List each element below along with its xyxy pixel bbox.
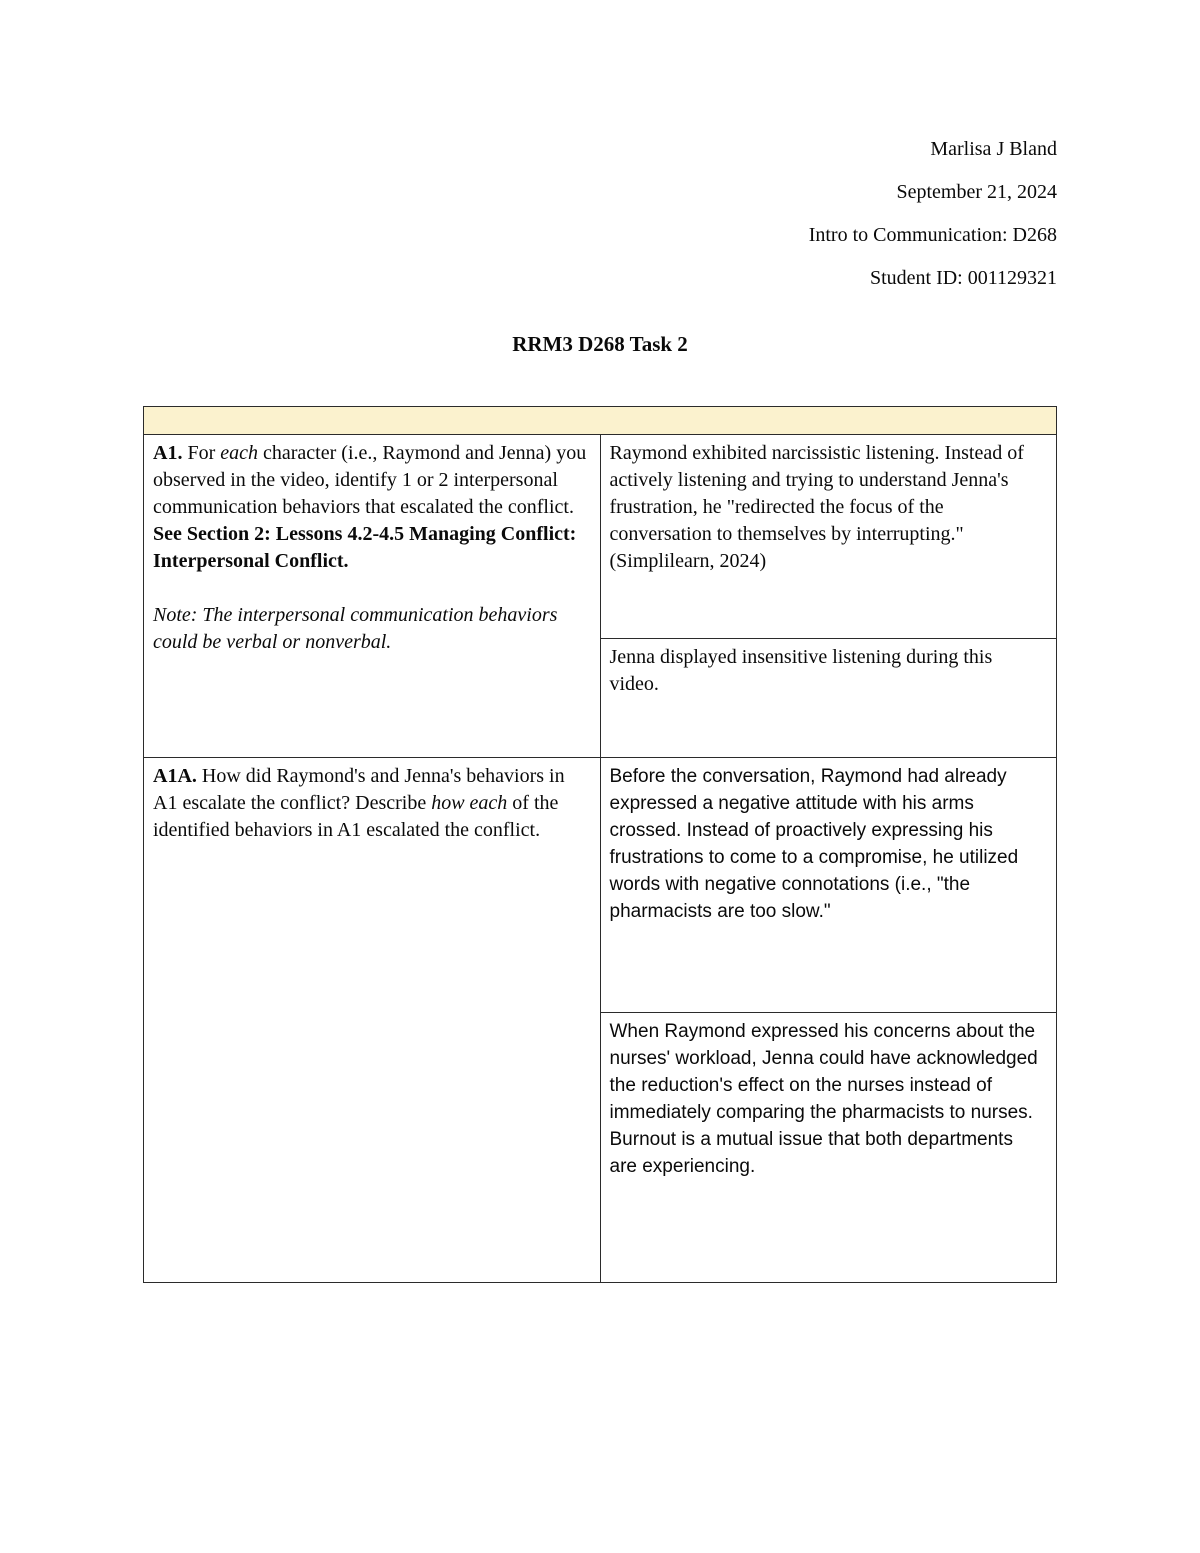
question-cell-a1 <box>144 435 601 758</box>
author-name: Marlisa J Bland <box>930 138 1057 160</box>
table-header-row <box>144 407 1057 435</box>
question-a1-seg2: character (i.e., Raymond and Jenna) you observed in the video, identify 1 or 2 interpersonal communication behaviors that escalated the conflict. <box>153 442 587 518</box>
question-a1a-label: A1A. <box>153 765 197 787</box>
question-a1a-italic: how each <box>431 792 508 814</box>
question-a1-note-para <box>153 602 588 656</box>
table-row <box>144 435 1057 639</box>
question-a1-italic: each <box>220 442 259 464</box>
table-header-band <box>144 407 1057 435</box>
question-a1a-text <box>153 763 588 844</box>
question-a1-note: Note: The interpersonal communication behaviors could be verbal or nonverbal. <box>153 604 558 653</box>
document-date: September 21, 2024 <box>896 181 1057 203</box>
question-a1-label: A1. <box>153 442 183 464</box>
answer-cell-a1-1: Raymond exhibited narcissistic listening. Instead of actively listening and trying to understand Jenna's frustration, he "redirected the focus of the conversation to themselves by interrupting." (Simplilearn, 2024) <box>600 435 1057 639</box>
question-a1a-seg2: of the identified behaviors in A1 escalated the conflict. <box>153 792 559 841</box>
question-a1a-seg1: How did Raymond's and Jenna's behaviors in A1 escalate the conflict? Describe <box>153 765 565 814</box>
answer-cell-a1a-1: Before the conversation, Raymond had already expressed a negative attitude with his arms crossed. Instead of proactively expressing his frustrations to come to a compromise, he utilized words with negative connotations (i.e., "the pharmacists are too slow." <box>600 758 1057 1013</box>
question-cell-a1a <box>144 758 601 1283</box>
document-header-block <box>143 0 1057 300</box>
answer-cell-a1-2: Jenna displayed insensitive listening during this video. <box>600 639 1057 758</box>
table-row <box>144 758 1057 1013</box>
question-a1-seg1: For <box>182 442 221 464</box>
page-title: RRM3 D268 Task 2 <box>512 332 688 356</box>
answer-cell-a1a-2: When Raymond expressed his concerns about the nurses' workload, Jenna could have acknowledged the reduction's effect on the nurses instead of immediately comparing the pharmacists to nurses. Burnout is a mutual issue that both departments are experiencing. <box>600 1013 1057 1283</box>
course-name: Intro to Communication: D268 <box>808 224 1057 246</box>
student-id: Student ID: 001129321 <box>869 267 1057 289</box>
question-a1-reference: See Section 2: Lessons 4.2-4.5 Managing Conflict: Interpersonal Conflict. <box>153 523 577 572</box>
document-content <box>143 0 1057 1283</box>
question-a1-text <box>153 440 588 575</box>
qa-table <box>143 406 1057 1283</box>
